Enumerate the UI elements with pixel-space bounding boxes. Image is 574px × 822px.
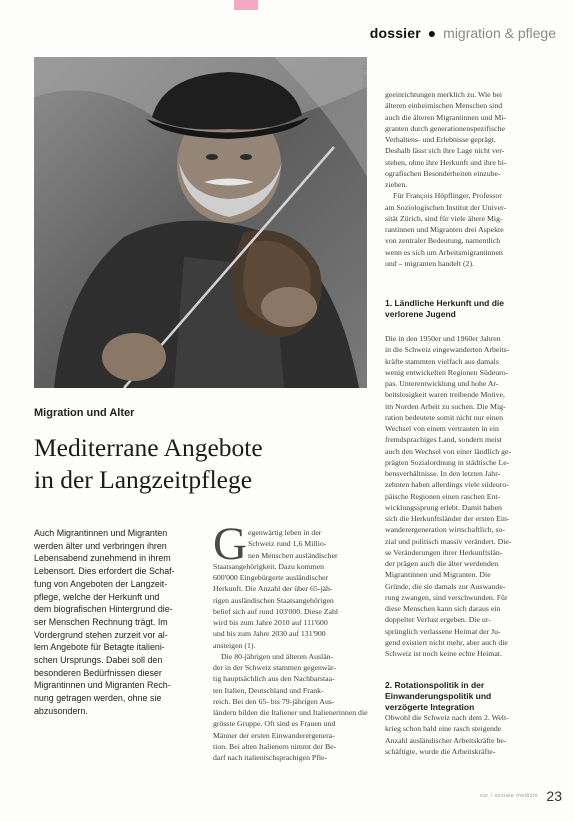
- body-line: schäftigte, wurde die Arbeitskräfte-: [385, 746, 496, 756]
- publication-name: ssr / soziale medizin: [480, 792, 538, 799]
- body-line: Herkunft. Die Anzahl der über 65-jäh-: [213, 584, 333, 594]
- body-line: Migrantinnen und Migranten. Die: [385, 570, 491, 580]
- body-line: Für François Höpflinger, Professor: [393, 191, 502, 201]
- body-line: Die 80-jährigen und älteren Auslän-: [221, 651, 334, 661]
- lead-line: Auch Migrantinnen und Migranten: [34, 528, 168, 538]
- body-line: Anzahl ausländischer Arbeitskräfte be-: [385, 735, 507, 745]
- body-line: wanderergeneration wirtschaftlich, so-: [385, 525, 506, 535]
- article-headline: [34, 432, 364, 496]
- body-line: belief sich auf rund 103'000. Diese Zahl: [213, 606, 339, 616]
- body-column-right-bottom: [385, 712, 545, 757]
- body-line: Verhaltens- und Erlebnisse geprägt.: [385, 135, 496, 144]
- body-line: Schweiz ist noch keine echte Heimat.: [385, 649, 502, 658]
- body-line: 600'000 Eingebürgerte ausländischer: [213, 573, 329, 582]
- body-column-middle: [213, 527, 373, 763]
- headline-line: in der Langzeitpflege: [34, 465, 253, 494]
- subheading-line: verlorene Jugend: [385, 309, 456, 319]
- body-line: und – migranten handelt (2).: [385, 258, 474, 268]
- body-line: egenwärtig leben in der: [248, 528, 322, 537]
- lead-line: Lebensort. Dies erfordert die Schaf-: [34, 566, 175, 577]
- body-line: rigen ausländischen Staatsangehörigen: [213, 595, 334, 605]
- subheading-2: [385, 680, 491, 713]
- subheading-line: 2. Rotationspolitik in der: [385, 680, 485, 690]
- section-header: [370, 25, 556, 41]
- lead-line: nung getragen werden, ohne sie: [34, 693, 162, 704]
- body-line: wenig entwickelten Regionen Südeuro-: [385, 367, 509, 377]
- photo-old-man-playing-violin-icon: [34, 57, 367, 388]
- photo-credit: Foto: photocase: [361, 62, 367, 98]
- body-line: krieg schon bald eine rasch steigende: [385, 724, 502, 734]
- body-line: im Norden Arbeit zu suchen. Die Mig-: [385, 401, 506, 411]
- body-line: tig hauptsächlich aus den Nachbarstaa-: [213, 674, 335, 684]
- headline-line: Mediterrane Angebote: [34, 433, 263, 462]
- subheading-1: [385, 298, 504, 320]
- body-line: Schweiz rund 1,6 Millio-: [248, 539, 327, 549]
- body-line: zial und politisch massiv verändert. Die-: [385, 536, 512, 546]
- body-line: reich. Bei den 65- bis 79-jährigen Aus-: [213, 696, 335, 706]
- body-line: ländern bilden die Italiener und Italienerinnen die: [213, 708, 368, 717]
- body-line: fremdsprachiges Land, sondern meist: [385, 435, 502, 445]
- color-marker: [234, 0, 258, 10]
- lead-line: schen Ursprungs. Dabei soll den: [34, 655, 163, 666]
- body-line: prägten Sozialordnung in städtische Le-: [385, 457, 510, 467]
- bullet-icon: ●: [427, 25, 437, 41]
- lead-line: dem biografischen Hintergrund die-: [34, 604, 173, 615]
- body-line: grösste Gruppe. Oft sind es Frauen und: [213, 719, 336, 729]
- article-photo: [34, 57, 367, 388]
- body-column-right-middle: [385, 333, 545, 659]
- body-line: zehnten haben allerdings viele südeuro-: [385, 480, 509, 490]
- body-line: Die in den 1950er und 1960er Jahren: [385, 334, 501, 343]
- body-line: wenn es sich um Arbeitsmigrantinnen: [385, 247, 503, 257]
- body-line: beitslosigkeit waren treibende Motive,: [385, 390, 505, 400]
- article-kicker: Migration und Alter: [34, 407, 135, 419]
- body-line: pas. Unterentwicklung und hohe Ar-: [385, 379, 499, 388]
- body-line: ziehen.: [385, 180, 408, 189]
- body-line: gend existiert nicht mehr, aber auch die: [385, 637, 508, 647]
- body-line: wird bis zum Jahre 2010 auf 111'600: [213, 618, 328, 627]
- body-line: päische Regionen einen raschen Ent-: [385, 491, 501, 501]
- subheading-line: 1. Ländliche Herkunft und die: [385, 298, 505, 308]
- body-column-right-top: [385, 89, 545, 269]
- body-line: auch den Wechsel von einer ländlich ge-: [385, 446, 512, 456]
- lead-line: fung von Angeboten der Langzeit-: [34, 578, 168, 589]
- page-number: 23: [546, 787, 562, 804]
- body-line: auch die älteren Migrantinnen und Mi-: [385, 112, 507, 122]
- body-line: Obwohl die Schweiz nach dem 2. Welt-: [385, 713, 509, 722]
- body-line: bensverhältnisse. In den letzten Jahr-: [385, 469, 501, 478]
- subheading-line: verzögerte Integration: [385, 702, 475, 712]
- lead-line: Lebensabend zunehmend in ihrem: [34, 553, 171, 564]
- body-line: und bis zum Jahre 2030 auf 131'900: [213, 629, 326, 639]
- body-line: rung zwangen, sind verschwunden. Für: [385, 592, 508, 602]
- body-line: älteren einheimischen Menschen sind: [385, 101, 503, 111]
- body-line: am Soziologischen Institut der Univer-: [385, 202, 507, 212]
- lead-line: werden älter und verbringen ihren: [34, 540, 167, 551]
- body-line: sich die Herkunftsländer der ersten Ein-: [385, 514, 510, 523]
- subheading-line: Einwanderungspolitik und: [385, 691, 492, 701]
- lead-line: Migrantinnen und Migranten Rech-: [34, 680, 171, 691]
- subsection-label: migration & pflege: [443, 25, 556, 41]
- body-line: kräfte stammten vielfach aus damals: [385, 356, 499, 366]
- body-line: der prägen auch die älter werdenden: [385, 559, 499, 568]
- drop-cap: G: [213, 518, 247, 570]
- body-line: sität Zürich, sind für viele ältere Mig-: [385, 213, 503, 223]
- article-lead: [34, 527, 198, 718]
- body-line: diese Menschen kann sich daraus ein: [385, 604, 501, 613]
- body-line: Deshalb lässt sich ihre Lage nicht ver-: [385, 146, 505, 156]
- body-line: ten Italien, Deutschland und Frank-: [213, 685, 324, 695]
- body-line: granten durch generationenspezifische: [385, 123, 505, 133]
- page-footer: [480, 787, 562, 805]
- lead-line: Vordergrund stehen zurzeit vor al-: [34, 629, 168, 640]
- body-line: in die Schweiz eingewanderten Arbeits-: [385, 345, 510, 355]
- body-line: rantinnen und Migranten drei Aspekte: [385, 225, 504, 234]
- lead-line: ser Menschen Rechnung trägt. Im: [34, 616, 168, 627]
- body-line: tion. Bei alten Italienern nimmt der Be-: [213, 741, 337, 751]
- body-line: Gründe, die sie damals zur Auswande-: [385, 581, 506, 591]
- body-line: darf nach italienischsprachigen Pfle-: [213, 753, 328, 762]
- body-line: doppelter Verlust ergeben. Die ur-: [385, 615, 491, 625]
- body-line: Staatsangehörigkeit. Dazu kommen: [213, 561, 325, 571]
- lead-line: besonderen Bedürfnissen dieser: [34, 667, 162, 678]
- section-label: dossier: [369, 25, 421, 41]
- body-line: ografischen Besonderheiten einzube-: [385, 168, 501, 178]
- body-line: wicklungssprung erlebt. Damit haben: [385, 502, 502, 512]
- body-line: ansteigen (1).: [213, 640, 256, 650]
- body-line: ration bedeutete somit nicht nur einen: [385, 412, 504, 422]
- lead-line: lem Angebote für Betagte italieni-: [34, 642, 165, 653]
- lead-line: abzusondern.: [34, 705, 88, 716]
- body-line: von zentraler Bedeutung, namentlich: [385, 236, 501, 246]
- lead-line: pflege, welche der Herkunft und: [34, 591, 160, 602]
- body-line: se Veränderungen ihrer Herkunftslän-: [385, 547, 503, 557]
- body-line: Männer der ersten Einwanderergenera-: [213, 730, 335, 740]
- body-line: sprünglich verlassene Heimat der Ju-: [385, 626, 501, 636]
- body-line: nen Menschen ausländischer: [248, 550, 338, 560]
- body-line: geeinrichtungen merklich zu. Wie bei: [385, 90, 503, 99]
- body-line: stehen, ohne ihre Herkunft und ihre bi-: [385, 157, 507, 167]
- body-line: der in der Schweiz stammen gegenwär-: [213, 663, 337, 672]
- body-line: Wechsel von einem vertrauten in ein: [385, 424, 499, 433]
